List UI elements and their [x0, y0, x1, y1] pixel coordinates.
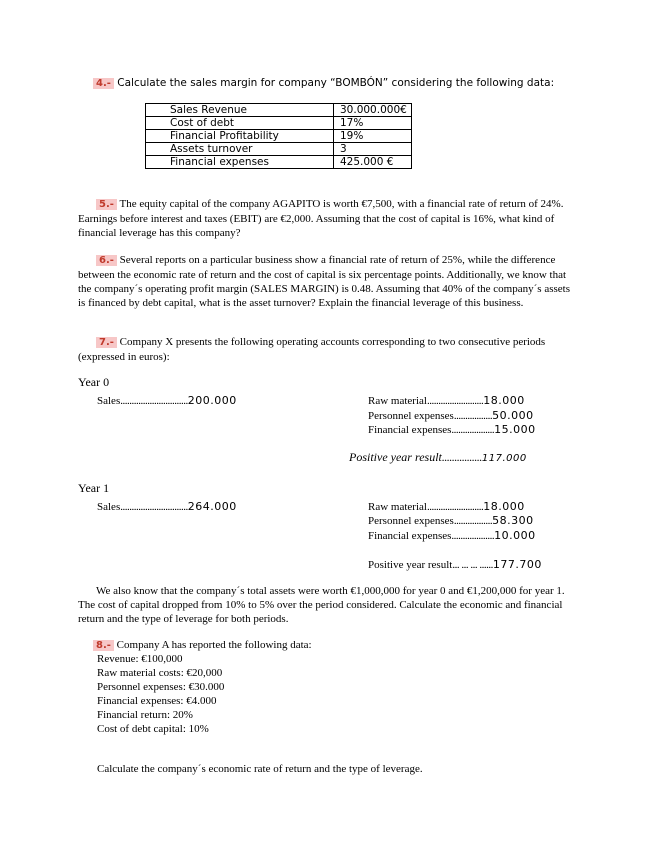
table-cell-value: 3: [334, 143, 412, 156]
raw-material-value: 18.000: [483, 394, 525, 407]
table-cell-label: Assets turnover: [146, 143, 334, 156]
table-cell-label: Financial expenses: [146, 156, 334, 169]
financial-label: Financial expenses: [368, 424, 452, 436]
table-cell-value: 19%: [334, 130, 412, 143]
list-item: Revenue: €100,000: [97, 653, 183, 665]
question-7-paragraph: [78, 335, 574, 364]
question-8-data-list: [97, 652, 224, 736]
financial-value: 10.000: [494, 529, 536, 542]
sales-value: 264.000: [187, 500, 237, 513]
sales-label: Sales: [97, 501, 121, 513]
financial-label: Financial expenses: [368, 530, 452, 542]
question-4-text: Calculate the sales margin for company “BOMBÓN” considering the following data:: [117, 77, 555, 89]
leader-dots: ..............................: [120, 501, 188, 513]
question-8-text: Company A has reported the following data:: [116, 639, 312, 651]
table-cell-label: Financial Profitability: [146, 130, 334, 143]
table-cell-value: 30.000.000€: [334, 104, 412, 117]
list-item: Personnel expenses: €30.000: [97, 681, 225, 693]
personnel-value: 50.000: [492, 409, 534, 422]
question-7-text: Company X presents the following operating accounts corresponding to two consecutive periods (expressed in euros):: [78, 336, 546, 363]
year-1-title: Year 1: [78, 481, 110, 495]
question-6-text: Several reports on a particular business show a financial rate of return of 25%, while the difference between the economic rate of return and the cost of capital is six percentage points. Additionally, we know that the company´s operating profit margin (SALES MARGIN) is 0.48. Assuming that 40% of the company´s assets is financed by debt capital, what is the asset turnover? Explain the financial leverage of this business.: [78, 254, 570, 309]
year-0-title: Year 0: [78, 375, 110, 389]
leader-dots: .........................: [426, 501, 484, 513]
table-row: [146, 104, 412, 117]
leader-dots: ..............................: [120, 395, 188, 407]
personnel-label: Personnel expenses: [368, 515, 454, 527]
raw-material-value: 18.000: [483, 500, 525, 513]
year-0-raw-material-line: [368, 394, 525, 407]
sales-value: 200.000: [187, 394, 237, 407]
result-label: Positive year result: [368, 559, 453, 571]
leader-dots: ... ... ... ......: [452, 559, 493, 571]
year-1-sales-line: [97, 500, 237, 513]
year-1-result-line: [368, 558, 542, 571]
list-item: Raw material costs: €20,000: [97, 667, 223, 679]
question-7-footer: We also know that the company´s total assets were worth €1,000,000 for year 0 and €1,200,000 for year 1. The cost of capital dropped from 10% to 5% over the period considered. Calculate the economic and financial return and the type of leverage for both periods.: [78, 585, 565, 625]
question-4-number: 4.-: [93, 78, 114, 89]
year-1-raw-material-line: [368, 500, 525, 513]
leader-dots: ...................: [451, 424, 495, 436]
result-value: 177.700: [492, 558, 542, 571]
list-item: Financial return: 20%: [97, 709, 193, 721]
question-6-paragraph: [78, 253, 574, 310]
question-8-heading: [93, 639, 312, 651]
personnel-value: 58.300: [492, 514, 534, 527]
list-item: Cost of debt capital: 10%: [97, 723, 209, 735]
question-8-number: 8.-: [93, 640, 114, 651]
table-cell-value: 425.000 €: [334, 156, 412, 169]
year-0-personnel-line: [368, 409, 534, 422]
question-5-text: The equity capital of the company AGAPITO is worth €7,500, with a financial rate of return of 24%. Earnings before interest and taxes (EBIT) are €2,000. Assuming that the cost of capital is 16%, what kind of financial leverage has this company?: [78, 198, 564, 239]
year-0-result-line: [349, 450, 527, 465]
financial-value: 15.000: [494, 423, 536, 436]
table-row: [146, 117, 412, 130]
list-item: Financial expenses: €4.000: [97, 695, 217, 707]
sales-label: Sales: [97, 395, 121, 407]
leader-dots: .................: [453, 410, 493, 422]
question-5-paragraph: [78, 197, 572, 240]
table-cell-label: Sales Revenue: [146, 104, 334, 117]
table-row: [146, 156, 412, 169]
question-7-number: 7.-: [96, 337, 117, 348]
year-0-sales-line: [97, 394, 237, 407]
table-cell-value: 17%: [334, 117, 412, 130]
year-1-financial-line: [368, 529, 536, 542]
year-0-financial-line: [368, 423, 536, 436]
year-1-personnel-line: [368, 514, 534, 527]
table-row: [146, 143, 412, 156]
result-label: Positive year result: [349, 450, 442, 464]
table-row: [146, 130, 412, 143]
question-8-closing: Calculate the company´s economic rate of return and the type of leverage.: [97, 763, 423, 775]
question-6-number: 6.-: [96, 255, 117, 266]
raw-material-label: Raw material: [368, 501, 427, 513]
question-4-heading: [93, 77, 554, 89]
raw-material-label: Raw material: [368, 395, 427, 407]
question-5-number: 5.-: [96, 199, 117, 210]
question-4-data-table: [145, 103, 412, 169]
result-value: 117.000: [481, 453, 527, 464]
leader-dots: .................: [453, 515, 493, 527]
table-cell-label: Cost of debt: [146, 117, 334, 130]
leader-dots: ...................: [451, 530, 495, 542]
leader-dots: ................: [441, 450, 482, 464]
leader-dots: .........................: [426, 395, 484, 407]
personnel-label: Personnel expenses: [368, 410, 454, 422]
